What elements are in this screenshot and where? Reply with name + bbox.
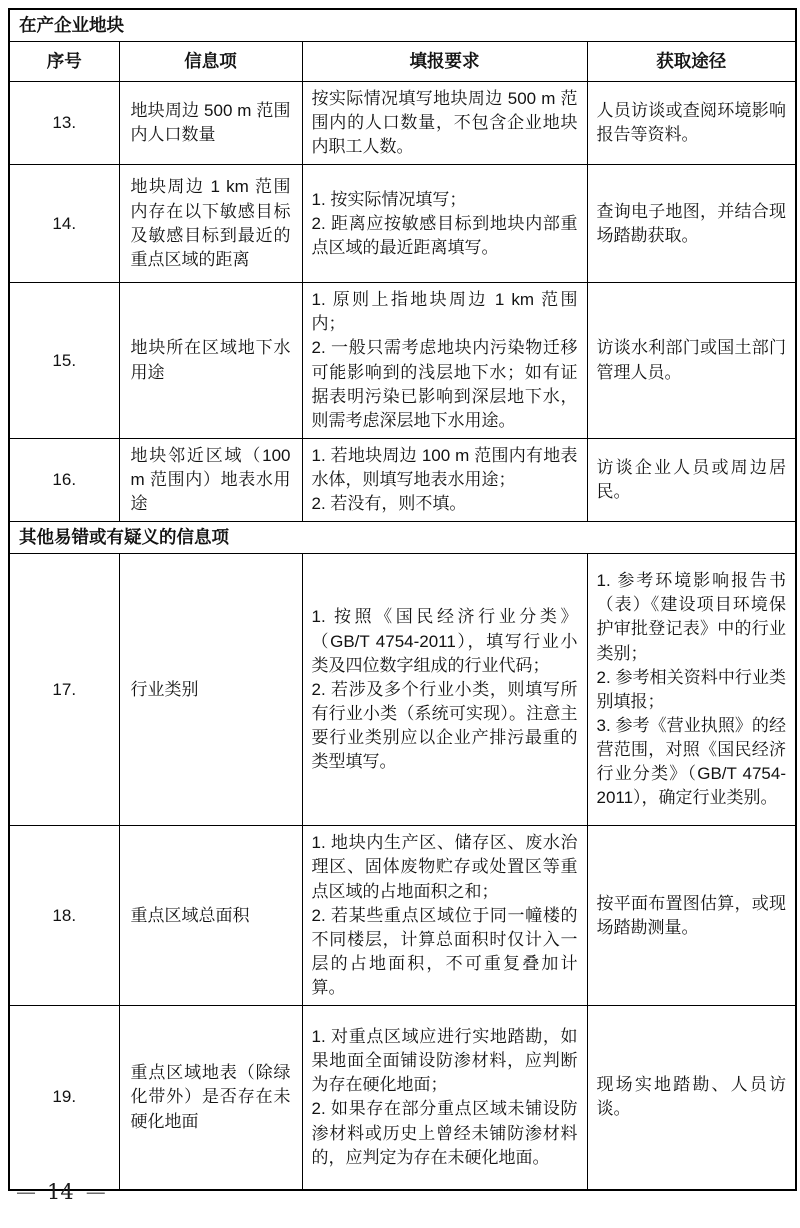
requirement-line: 2. 如果存在部分重点区域未铺设防渗材料或历史上曾经未铺防渗材料的，应判定为存在未硬化地面。	[311, 1099, 578, 1167]
method-cell	[587, 1006, 796, 1190]
info-item-cell: 地块邻近区域（100 m 范围内）地表水用途	[119, 438, 302, 521]
row-number-cell: 13.	[9, 81, 119, 164]
row-number-cell: 14.	[9, 165, 119, 283]
table-row	[9, 1006, 796, 1190]
info-item-cell: 地块周边 1 km 范围内存在以下敏感目标及敏感目标到最近的重点区域的距离	[119, 165, 302, 283]
info-item-cell: 地块周边 500 m 范围内人口数量	[119, 81, 302, 164]
requirement-line: 1. 地块内生产区、储存区、废水治理区、固体废物贮存或处置区等重点区域的占地面积之和；	[311, 833, 578, 901]
requirement-cell	[302, 826, 587, 1006]
requirement-line: 1. 对重点区域应进行实地踏勘，如果地面全面铺设防渗材料，应判断为存在硬化地面；	[311, 1027, 578, 1095]
method-line: 查询电子地图，并结合现场踏勘获取。	[596, 201, 786, 245]
row-number-cell: 18.	[9, 826, 119, 1006]
requirement-line: 2. 若涉及多个行业小类，则填写所有行业小类（系统可实现）。注意主要行业类别应以企业产排污最重的类型填写。	[311, 679, 578, 772]
table-header-row	[9, 41, 796, 81]
requirement-line: 2. 距离应按敏感目标到地块内部重点区域的最近距离填写。	[311, 213, 578, 257]
info-item-cell: 地块所在区域地下水用途	[119, 283, 302, 439]
requirement-line: 1. 按实际情况填写；	[311, 189, 467, 209]
requirement-line: 2. 一般只需考虑地块内污染物迁移可能影响到的浅层地下水；如有证据表明污染已影响到深层地下水，则需考虑深层地下水用途。	[311, 338, 578, 430]
row-number-cell: 16.	[9, 438, 119, 521]
col-header-index: 序号	[9, 41, 119, 81]
requirement-line: 1. 按照《国民经济行业分类》（GB/T 4754-2011），填写行业小类及四位数字组成的行业代码；	[311, 607, 578, 675]
method-cell	[587, 826, 796, 1006]
requirement-cell	[302, 81, 587, 164]
requirement-line: 2. 若没有，则不填。	[311, 494, 467, 514]
page-footer	[16, 1180, 105, 1204]
requirement-cell	[302, 1006, 587, 1190]
table-row	[9, 826, 796, 1006]
requirement-cell	[302, 554, 587, 826]
col-header-requirement: 填报要求	[302, 41, 587, 81]
col-header-info-item: 信息项	[119, 41, 302, 81]
page-number: 14	[47, 1180, 74, 1204]
requirement-line: 1. 原则上指地块周边 1 km 范围内；	[311, 290, 578, 334]
info-item-cell: 重点区域地表（除绿化带外）是否存在未硬化地面	[119, 1006, 302, 1190]
requirement-line: 2. 若某些重点区域位于同一幢楼的不同楼层，计算总面积时仅计入一层的占地面积，不可重复叠加计算。	[311, 905, 578, 998]
method-line: 现场实地踏勘、人员访谈。	[596, 1075, 786, 1119]
requirement-cell	[302, 165, 587, 283]
table-row	[9, 81, 796, 164]
requirement-cell	[302, 283, 587, 439]
table-row	[9, 9, 796, 41]
footer-right-dash: —	[85, 1180, 105, 1204]
method-cell	[587, 165, 796, 283]
row-number-cell: 19.	[9, 1006, 119, 1190]
method-line: 人员访谈或查阅环境影响报告等资料。	[596, 100, 786, 145]
method-cell	[587, 554, 796, 826]
table-row	[9, 522, 796, 554]
table-row	[9, 554, 796, 826]
table-row	[9, 438, 796, 521]
section-header-operating-enterprise: 在产企业地块	[9, 9, 796, 41]
method-line: 访谈水利部门或国土部门管理人员。	[596, 338, 786, 382]
requirement-line: 1. 若地块周边 100 m 范围内有地表水体，则填写地表水用途；	[311, 445, 578, 490]
table-row	[9, 283, 796, 439]
row-number-cell: 17.	[9, 554, 119, 826]
method-line: 2. 参考相关资料中行业类别填报；	[596, 667, 786, 711]
requirement-line: 按实际情况填写地块周边 500 m 范围内的人口数量，不包含企业地块内职工人数。	[311, 88, 578, 157]
table-row	[9, 165, 796, 283]
footer-left-dash: —	[16, 1180, 35, 1204]
method-cell	[587, 81, 796, 164]
method-line: 按平面布置图估算，或现场踏勘测量。	[596, 893, 786, 937]
requirement-cell	[302, 438, 587, 521]
info-items-table	[8, 8, 797, 1191]
info-item-cell: 行业类别	[119, 554, 302, 826]
method-line: 1. 参考环境影响报告书（表）《建设项目环境保护审批登记表》中的行业类别；	[596, 571, 786, 663]
method-cell	[587, 283, 796, 439]
row-number-cell: 15.	[9, 283, 119, 439]
method-line: 3. 参考《营业执照》的经营范围，对照《国民经济行业分类》（GB/T 4754-2011），确定行业类别。	[596, 715, 786, 808]
info-item-cell: 重点区域总面积	[119, 826, 302, 1006]
col-header-source: 获取途径	[587, 41, 796, 81]
method-line: 访谈企业人员或周边居民。	[596, 458, 786, 502]
method-cell	[587, 438, 796, 521]
section-header-other-items: 其他易错或有疑义的信息项	[9, 522, 796, 554]
